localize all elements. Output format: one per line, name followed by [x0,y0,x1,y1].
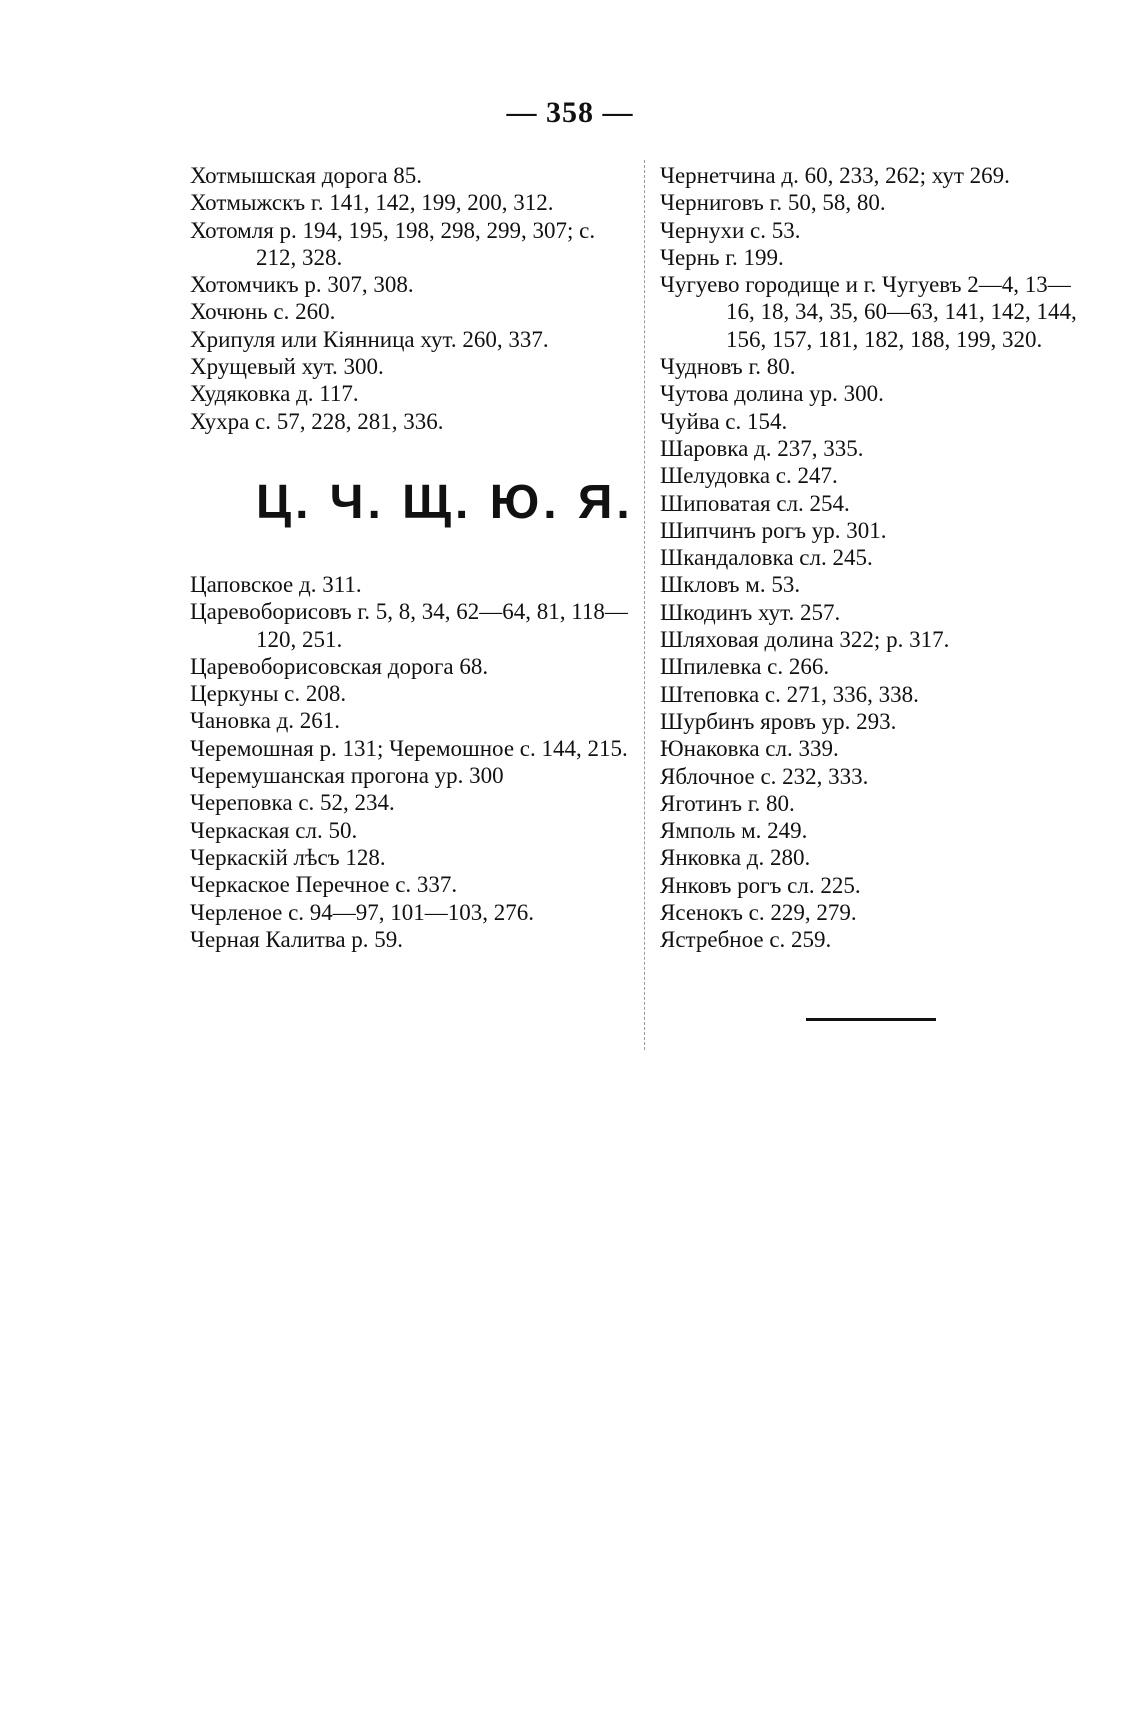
index-entry: Хрипуля или Кіянница хут. 260, 337. [190,326,549,352]
index-entry: Шурбинъ яровъ ур. 293. [660,708,897,734]
index-entry: Худяковка д. 117. [190,381,359,407]
index-entry: Хрущевый хут. 300. [190,354,384,380]
index-entry: Хочюнь с. 260. [190,299,336,325]
index-entry: Черемушанская прогона ур. 300 [190,763,504,789]
index-entry: Черемошная р. 131; Черемошное с. 144, 215. [190,735,628,761]
index-entry: Хотомчикъ р. 307, 308. [190,272,414,298]
index-entry: Ясенокъ с. 229, 279. [660,900,857,926]
index-entry: Шелудовка с. 247. [660,463,838,489]
index-entry: Ямполь м. 249. [660,818,808,844]
index-entry: Шаровка д. 237, 335. [660,435,864,461]
index-entry: Черкаское Перечное с. 337. [190,872,458,898]
index-entry: Черкаская сл. 50. [190,817,358,843]
index-entry: Цаповское д. 311. [190,571,362,597]
index-entry: Церкуны с. 208. [190,681,347,707]
index-entry: Черная Калитва р. 59. [190,926,404,952]
page-number: — 358 — [506,96,634,129]
index-entry: Чуйва с. 154. [660,408,788,434]
index-entry: Царевоборисовская дорога 68. [190,653,489,679]
index-entry: Ястребное с. 259. [660,927,832,953]
index-list-before-heading [190,162,640,435]
index-entry: Черниговъ г. 50, 58, 80. [660,190,886,216]
index-entry: Янковка д. 280. [660,845,811,871]
index-entry: Хухра с. 57, 228, 281, 336. [190,408,444,434]
index-entry: Хотмыжскъ г. 141, 142, 199, 200, 312. [190,190,554,216]
index-entry: Чудновъ г. 80. [660,354,796,380]
end-rule [806,1018,936,1021]
index-column-left [190,162,640,953]
index-entry: Чановка д. 261. [190,708,341,734]
index-entry: Хотомля р. 194, 195, 198, 298, 299, 307; с. 212, 328. [190,217,596,270]
index-entry: Шляховая долина 322; р. 317. [660,627,950,653]
index-entry: Шиповатая сл. 254. [660,490,850,516]
index-entry: Янковъ рогъ сл. 225. [660,872,861,898]
index-entry: Царевоборисовъ г. 5, 8, 34, 62—64, 81, 118—120, 251. [190,599,628,652]
index-entry: Чернетчина д. 60, 233, 262; хут 269. [660,163,1010,188]
index-entry: Яготинъ г. 80. [660,790,795,816]
index-entry: Чернь г. 199. [660,244,784,270]
index-entry: Штеповка с. 271, 336, 338. [660,681,919,707]
index-entry: Череповка с. 52, 234. [190,790,395,816]
index-entry: Шкодинъ хут. 257. [660,599,841,625]
index-list-right [660,162,1080,954]
index-entry: Юнаковка сл. 339. [660,736,839,762]
index-entry: Чугуево городище и г. Чугуевъ 2—4, 13—16, 18, 34, 35, 60—63, 141, 142, 144, 156, 157, 181, 182, 188, 199, 320. [660,272,1077,352]
index-entry: Чутова долина ур. 300. [660,381,884,407]
index-entry: Черкаскій лѣсъ 128. [190,844,386,870]
index-entry: Яблочное с. 232, 333. [660,763,869,789]
index-entry: Чернухи с. 53. [660,217,801,243]
index-entry: Хотмышская дорога 85. [190,163,423,188]
index-entry: Шкандаловка сл. 245. [660,545,873,571]
index-entry: Шкловъ м. 53. [660,572,801,598]
index-entry: Шпилевка с. 266. [660,654,830,680]
section-heading: Ц. Ч. Щ. Ю. Я. [256,475,634,529]
index-entry: Шипчинъ рогъ ур. 301. [660,517,887,543]
index-column-right [660,162,1080,954]
column-divider [644,160,645,1050]
index-list-after-heading [190,571,640,953]
index-entry: Черленое с. 94—97, 101—103, 276. [190,899,535,925]
